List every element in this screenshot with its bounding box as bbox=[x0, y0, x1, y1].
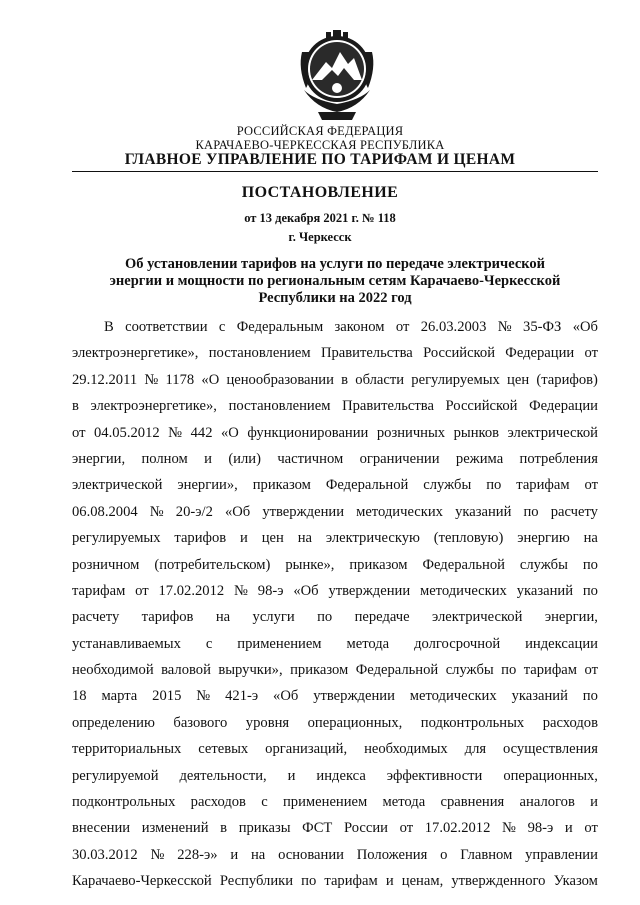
body-line: электрической энергии», приказом Федеральной службы по тарифам от bbox=[72, 477, 598, 494]
header-republic: КАРАЧАЕВО-ЧЕРКЕССКАЯ РЕСПУБЛИКА bbox=[195, 138, 445, 152]
title-line: Республики на 2022 год bbox=[258, 290, 412, 306]
body-line: Карачаево-Черкесской Республики по тарифам и ценам, утвержденного Указом bbox=[72, 873, 598, 890]
body-line: 29.12.2011 № 1178 «О ценообразовании в области регулируемых цен (тарифов) bbox=[72, 371, 598, 388]
body-line: расчету тарифов на услуги по передаче электрической энергии, bbox=[72, 609, 598, 626]
body-line: В соответствии с Федеральным законом от 26.03.2003 № 35-ФЗ «Об bbox=[104, 319, 598, 335]
header-divider bbox=[72, 171, 598, 172]
body-line: подконтрольных расходов с применением метода сравнения аналогов и bbox=[72, 794, 598, 811]
body-line: внесении изменений в приказы ФСТ России от 17.02.2012 № 98-э и от bbox=[72, 820, 598, 837]
document-body bbox=[72, 314, 598, 895]
body-line: энергии, полном и (или) частичном ограничении режима потребления bbox=[72, 450, 598, 467]
body-line: 30.03.2012 № 228-э» и на основании Положения о Главном управлении bbox=[72, 846, 598, 863]
body-line: необходимой валовой выручки», приказом Федеральной службы по тарифам от bbox=[72, 662, 598, 679]
body-line: от 04.05.2012 № 442 «О функционировании розничных рынков электрической bbox=[72, 424, 598, 441]
body-line: регулируемых тарифов и цен на электрическую (тепловую) энергию на bbox=[72, 530, 598, 547]
title-line: Об установлении тарифов на услуги по передаче электрической bbox=[124, 256, 546, 272]
header-authority: ГЛАВНОЕ УПРАВЛЕНИЕ ПО ТАРИФАМ И ЦЕНАМ bbox=[124, 151, 516, 168]
body-line: регулируемой деятельности, и индекса эффективности операционных, bbox=[72, 767, 598, 784]
body-line: определению базового уровня операционных, подконтрольных расходов bbox=[72, 714, 598, 731]
body-line: территориальных сетевых организаций, необходимых для осуществления bbox=[72, 741, 598, 758]
document-title bbox=[100, 256, 570, 307]
header-country: РОССИЙСКАЯ ФЕДЕРАЦИЯ bbox=[236, 124, 404, 138]
document-city: г. Черкесск bbox=[288, 230, 352, 244]
body-line: 18 марта 2015 № 421-э «Об утверждении методических указаний по bbox=[72, 688, 598, 705]
document-type: ПОСТАНОВЛЕНИЕ bbox=[241, 184, 399, 201]
body-line: устанавливаемых с применением метода долгосрочной индексации bbox=[72, 635, 598, 652]
coat-of-arms-emblem bbox=[296, 28, 378, 122]
body-line: в электроэнергетике», постановлением Правительства Российской Федерации bbox=[72, 398, 598, 415]
body-line: электроэнергетике», постановлением Правительства Российской Федерации от bbox=[72, 345, 598, 362]
body-line: розничном (потребительском) рынке», приказом Федеральной службы по bbox=[72, 556, 598, 573]
title-line: энергии и мощности по региональным сетям Карачаево-Черкесской bbox=[109, 273, 561, 289]
body-line: 06.08.2004 № 20-э/2 «Об утверждении методических указаний по расчету bbox=[72, 503, 598, 520]
body-line: тарифам от 17.02.2012 № 98-э «Об утверждении методических указаний по bbox=[72, 582, 598, 599]
document-date-number: от 13 декабря 2021 г. № 118 bbox=[244, 211, 396, 225]
